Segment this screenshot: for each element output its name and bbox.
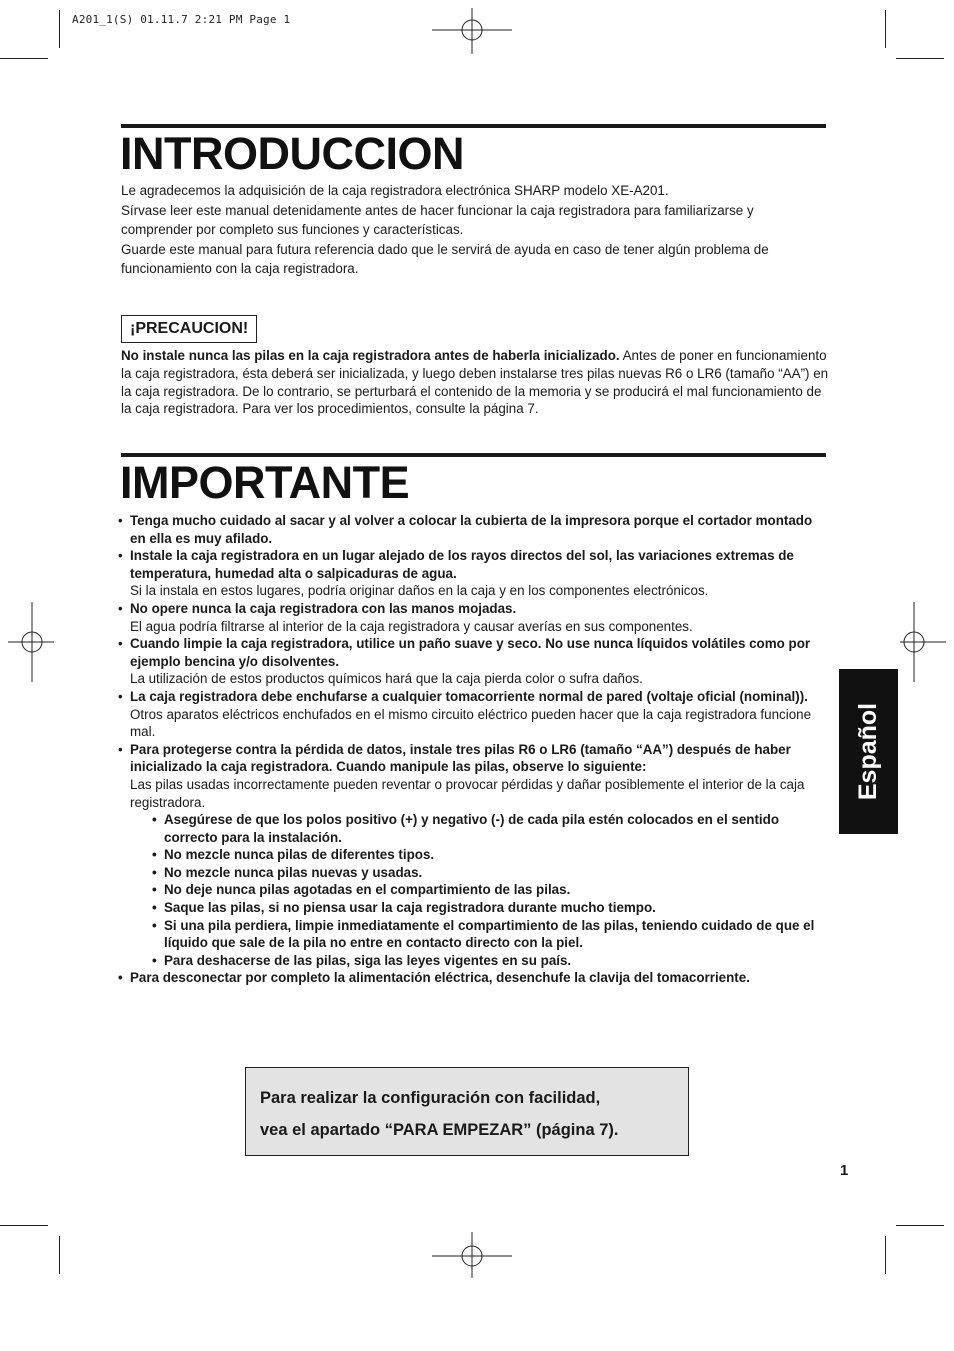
sub-list-item: • Saque las pilas, si no piensa usar la caja registradora durante mucho tiempo. xyxy=(152,900,656,916)
caution-body-text: Antes de poner en funcionamiento la caja registradora, ésta deberá ser inicializada, y luego deben instalarse tres pilas nuevas R6 o LR6 (tamaño “AA”) en la caja registradora. De lo contrario, se perturbará el contenido de la memoria y se producirá el mal funcionamiento de la caja registradora. Para ver los procedimientos, consulte la página 7. xyxy=(121,348,829,417)
registration-mark-right xyxy=(900,602,946,682)
caution-label: ¡PRECAUCION! xyxy=(121,315,257,343)
list-item: • Cuando limpie la caja registradora, utilice un paño suave y seco. No use nunca líquidos volátiles como por ejemplo bencina y/o disolventes. La utilización de estos productos químicos hará que la caja pierda color o sufra daños. xyxy=(118,636,811,687)
registration-mark-top xyxy=(432,8,512,54)
intro-line: Le agradecemos la adquisición de la caja registradora electrónica SHARP modelo XE-A201. xyxy=(121,183,669,198)
sub-list-item: • Si una pila perdiera, limpie inmediatamente el compartimiento de las pilas, teniendo cuidado de que el líquido que sale de la pila no entre en contacto directo con la piel. xyxy=(152,917,815,951)
intro-line: Guarde este manual para futura referencia dado que le servirá de ayuda en caso de tener algún problema de xyxy=(121,241,769,257)
sub-list-item: • No mezcle nunca pilas de diferentes tipos. xyxy=(152,847,435,863)
intro-line: Sírvase leer este manual detenidamente antes de hacer funcionar la caja registradora para familiarizarse y xyxy=(121,202,754,218)
registration-mark-bottom xyxy=(432,1232,512,1278)
important-title: IMPORTANTE xyxy=(120,457,410,508)
intro-line: funcionamiento con la caja registradora. xyxy=(121,261,359,277)
sub-list-item: • No deje nunca pilas agotadas en el compartimiento de las pilas. xyxy=(152,882,571,898)
registration-mark-left xyxy=(8,602,54,682)
battery-sub-list xyxy=(130,811,830,969)
sub-list-item: • Para deshacerse de las pilas, siga las leyes vigentes en su país. xyxy=(152,952,572,968)
list-item: • No opere nunca la caja registradora con las manos mojadas. El agua podría filtrarse al interior de la caja registradora y causar averías en sus componentes. xyxy=(118,600,693,634)
sub-list-item: • Asegúrese de que los polos positivo (+) y negativo (-) de cada pila estén colocados en el sentido correcto para la instalación. xyxy=(152,812,779,845)
list-item: • Tenga mucho cuidado al sacar y al volver a colocar la cubierta de la impresora porque el cortador montado en ella es muy afilado. xyxy=(118,513,813,546)
intro-line: comprender por completo sus funciones y características. xyxy=(121,222,464,238)
setup-callout-line: Para realizar la configuración con facilidad, xyxy=(260,1089,601,1107)
intro-title: INTRODUCCION xyxy=(120,128,464,179)
language-tab-label: Español xyxy=(854,702,882,801)
print-slug: A201_1(S) 01.11.7 2:21 PM Page 1 xyxy=(72,13,291,26)
caution-paragraph xyxy=(121,347,831,418)
setup-callout-line: vea el apartado “PARA EMPEZAR” (página 7). xyxy=(260,1121,619,1139)
list-item: • Instale la caja registradora en un lugar alejado de los rayos directos del sol, las variaciones extremas de temperatura, humedad alta o salpicaduras de agua. Si la instala en estos lugares, podría originar daños en la caja y en los componentes electrónicos. xyxy=(118,548,794,599)
important-list xyxy=(118,512,830,987)
list-item: • Para protegerse contra la pérdida de datos, instale tres pilas R6 o LR6 (tamaño “AA”) después de haber inicializado la caja registradora. Cuando manipule las pilas, observe lo siguiente: Las pilas usadas incorrectamente pueden reventar o provocar pérdidas y dañar posiblemente el interior de la caja registradora. • Asegúrese de que los polos positivo (+) y negativo (-) de cada pila estén colocados en el sentido correcto para la instalación. • No mezcle nunca pilas de diferentes tipos. • No mezcle nunca pilas nuevas y usadas. • No deje nunca pilas agotadas en el compartimiento de las pilas. • Saque las pilas, si no piensa usar la caja registradora durante mucho tiempo. • Si una pila perdiera, limpie inmediatamente el compartimiento de las pilas, teniendo cuidado de que el líquido que sale de la pila no entre en contacto directo con la piel. • Para deshacerse de las pilas, siga las leyes vigentes en su país. xyxy=(118,741,830,970)
language-tab xyxy=(839,669,898,834)
list-item: • Para desconectar por completo la alimentación eléctrica, desenchufe la clavija del tomacorriente. xyxy=(118,970,750,986)
setup-callout xyxy=(245,1067,689,1156)
intro-paragraph xyxy=(121,181,831,279)
caution-bold-text: No instale nunca las pilas en la caja registradora antes de haberla inicializado. xyxy=(121,348,620,363)
sub-list-item: • No mezcle nunca pilas nuevas y usadas. xyxy=(152,864,423,880)
page-number: 1 xyxy=(840,1162,849,1179)
list-item: • La caja registradora debe enchufarse a cualquier tomacorriente normal de pared (voltaje oficial (nominal)). Otros aparatos eléctricos enchufados en el mismo circuito eléctrico pueden hacer que la caja registradora funcione mal. xyxy=(118,688,812,740)
